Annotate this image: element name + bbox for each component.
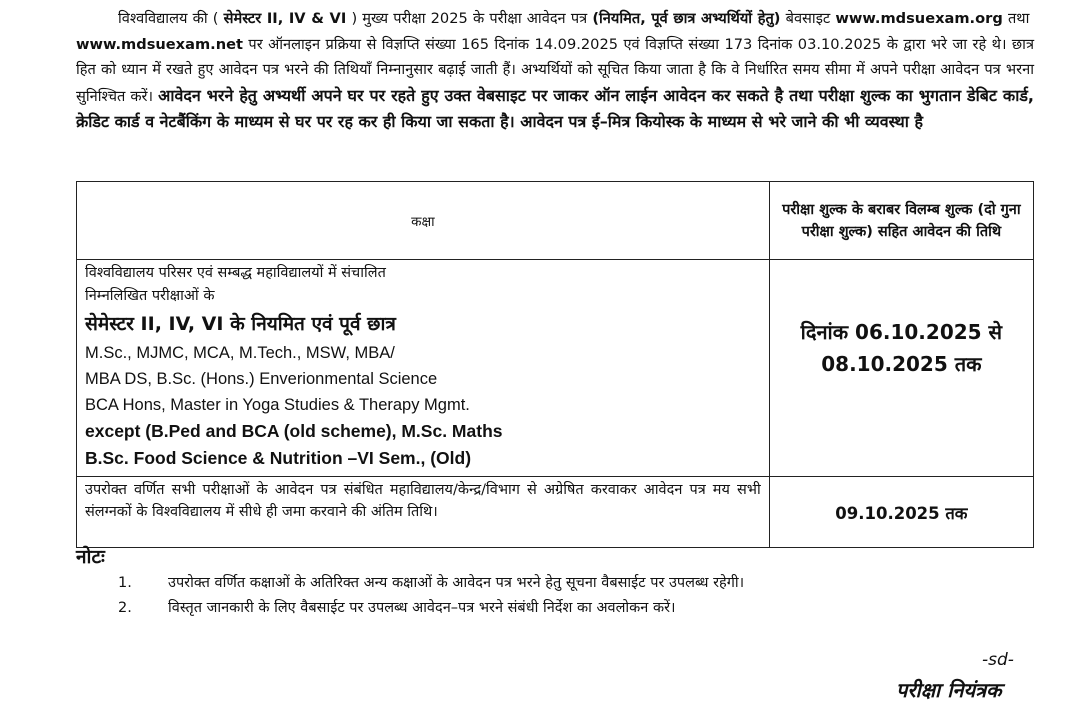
row1-line2: निम्नलिखित परीक्षाओं के	[85, 288, 215, 304]
website-link-2[interactable]: www.mdsuexam.net	[76, 35, 243, 53]
signature-title: परीक्षा नियंत्रक	[896, 678, 1002, 702]
signature-sd: -sd-	[982, 650, 1014, 670]
note-item-2	[118, 597, 676, 619]
table-row	[77, 260, 1034, 477]
intro-eligibility: (नियमित, पूर्व छात्र अभ्यर्थियों हेतु)	[592, 10, 781, 27]
note-text: विस्तृत जानकारी के लिए वैबसाईट पर उपलब्ध आवेदन–पत्र भरने संबंधी निर्देश का अवलोकन करें।	[168, 600, 676, 616]
row1-except-2: B.Sc. Food Science & Nutrition –VI Sem., (Old)	[85, 448, 472, 468]
row1-courses-3: BCA Hons, Master in Yoga Studies & Therapy Mgmt.	[85, 396, 470, 414]
application-schedule-table	[76, 181, 1034, 548]
row1-courses-2: MBA DS, B.Sc. (Hons.) Enverionmental Science	[85, 370, 438, 388]
intro-text-4: तथा	[1007, 10, 1030, 27]
note-text: उपरोक्त वर्णित कक्षाओं के अतिरिक्त अन्य कक्षाओं के आवेदन पत्र भरने हेतु सूचना वैबसाईट पर उपलब्ध रहेगी।	[168, 575, 745, 591]
row1-date-line2: 08.10.2025 तक	[821, 352, 982, 376]
row1-classes	[77, 260, 770, 477]
intro-semesters: सेमेस्टर II, IV & VI	[223, 10, 347, 27]
intro-online-instructions: आवेदन भरने हेतु अभ्यर्थी अपने घर पर रहते हुए उक्त वेबसाइट पर जाकर ऑन लाईन आवेदन कर सकते है तथा परीक्षा शुल्क का भुगतान डेबिट कार्ड, क्रेडिट कार्ड व नेटबैंकिंग के माध्यम से घर पर रह कर ही किया जा सकता है। आवेदन पत्र ई–मित्र कियोस्क के माध्यम से भरे जाने की भी व्यवस्था है	[76, 85, 1034, 131]
header-late-fee-date: परीक्षा शुल्क के बराबर विलम्ब शुल्क (दो गुना परीक्षा शुल्क) सहित आवेदन की तिथि	[769, 182, 1033, 260]
note-number: 2.	[118, 600, 132, 616]
row1-except-1: except (B.Ped and BCA (old scheme), M.Sc. Maths	[85, 421, 503, 441]
notes-heading: नोटः	[76, 546, 105, 568]
row1-courses-1: M.Sc., MJMC, MCA, M.Tech., MSW, MBA/	[85, 344, 395, 362]
row1-semester: सेमेस्टर II, IV, VI के नियमित एवं पूर्व छात्र	[85, 313, 396, 335]
website-link-1[interactable]: www.mdsuexam.org	[835, 10, 1003, 27]
intro-text-5: पर ऑनलाइन प्रक्रिया से विज्ञप्ति संख्या 165 दिनांक 14.09.2025 एवं विज्ञप्ति संख्या 173 दिनांक 03.10.2025 के द्वारा भरे जा रहे थे। छात्र हित को ध्यान में रखते हुए आवेदन पत्र भरने की तिथियाँ निम्नानुसार बढ़ाई जाती हैं। अभ्यर्थियों को सूचित किया जाता है कि वे निर्धारित समय सीमा में अपने परीक्षा आवेदन पत्र भरना सुनिश्चित करें।	[76, 35, 1034, 105]
header-class: कक्षा	[77, 182, 770, 260]
intro-text-3: बेवसाइट	[785, 10, 831, 27]
intro-paragraph	[76, 6, 1034, 136]
row2-description: उपरोक्त वर्णित सभी परीक्षाओं के आवेदन पत्र संबंधित महाविद्यालय/केन्द्र/विभाग से अग्रेषित करवाकर आवेदन पत्र मय सभी संलग्नकों के विश्वविद्यालय में सीधे ही जमा करवाने की अंतिम तिथि।	[77, 477, 770, 548]
intro-text-1: विश्वविद्यालय की (	[118, 10, 219, 27]
row1-date-line1: दिनांक 06.10.2025 से	[800, 320, 1003, 344]
table-header-row	[77, 182, 1034, 260]
note-number: 1.	[118, 575, 132, 591]
intro-text-2: ) मुख्य परीक्षा 2025 के परीक्षा आवेदन पत्र	[351, 10, 588, 27]
table-row	[77, 477, 1034, 548]
row1-line1: विश्वविद्यालय परिसर एवं सम्बद्ध महाविद्यालयों में संचालित	[85, 265, 386, 281]
row1-date	[769, 260, 1033, 477]
row2-date: 09.10.2025 तक	[769, 477, 1033, 548]
note-item-1	[118, 572, 744, 594]
